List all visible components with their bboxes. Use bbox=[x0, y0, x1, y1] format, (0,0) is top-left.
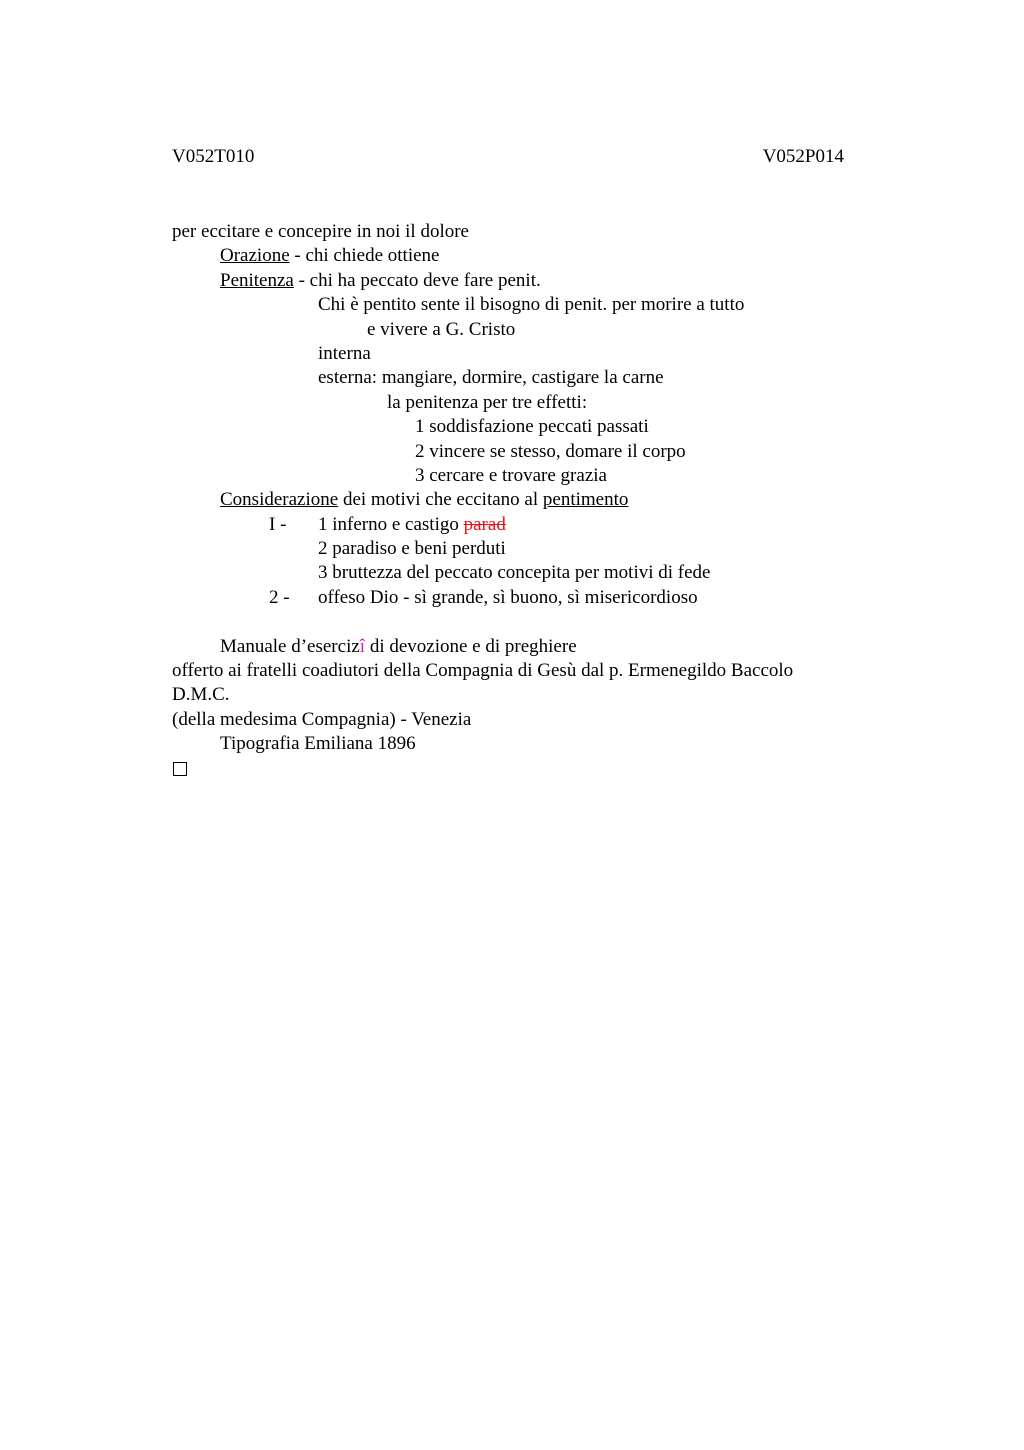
deleted-word: parad bbox=[463, 513, 506, 535]
end-marker-line bbox=[172, 757, 872, 781]
pentito-line-1: Chi è pentito sente il bisogno di penit. per morire a tutto bbox=[318, 294, 745, 316]
motivi-1-number: I - bbox=[269, 513, 287, 535]
effetto-item: 1 soddisfazione peccati passati bbox=[415, 416, 649, 438]
effetto-item: 3 cercare e trovare grazia bbox=[415, 464, 607, 486]
motivi-2-text: offeso Dio - sì grande, sì buono, sì misericordioso bbox=[318, 586, 698, 608]
source-line-5: Tipografia Emiliana 1896 bbox=[220, 733, 416, 755]
pentito-line-2: e vivere a G. Cristo bbox=[367, 318, 516, 340]
effetto-item: 2 vincere se stesso, domare il corpo bbox=[415, 440, 686, 462]
motivi-2-number: 2 - bbox=[269, 586, 290, 608]
motivi-1-line bbox=[172, 513, 872, 537]
source-title-mark: î bbox=[359, 635, 366, 657]
considerazione-line bbox=[172, 488, 872, 512]
header-right-code: V052P014 bbox=[762, 146, 844, 167]
spacer bbox=[172, 610, 872, 634]
considerazione-term: Considerazione bbox=[220, 489, 339, 511]
orazione-line bbox=[172, 244, 872, 268]
intro-line: per eccitare e concepire in noi il dolore bbox=[172, 221, 469, 242]
interna-line: interna bbox=[318, 342, 371, 364]
source-title-b: di devozione e di preghiere bbox=[365, 635, 577, 657]
orazione-rest: - chi chiede ottiene bbox=[289, 245, 440, 267]
penitenza-rest: - chi ha peccato deve fare penit. bbox=[293, 269, 541, 291]
motivi-1-item2: 2 paradiso e beni perduti bbox=[318, 538, 506, 560]
source-title-line bbox=[172, 635, 872, 659]
penitenza-line bbox=[172, 269, 872, 293]
orazione-term: Orazione bbox=[220, 245, 290, 267]
source-title-a: Manuale d’eserciz bbox=[220, 635, 360, 657]
penitenza-term: Penitenza bbox=[220, 269, 294, 291]
source-line-2: offerto ai fratelli coadiutori della Compagnia di Gesù dal p. Ermenegildo Baccolo bbox=[172, 660, 794, 682]
motivi-1-item3: 3 bruttezza del peccato concepita per motivi di fede bbox=[318, 562, 711, 584]
source-line-3: D.M.C. bbox=[172, 684, 230, 706]
motivi-2-line bbox=[172, 586, 872, 610]
motivi-1-item1: 1 inferno e castigo bbox=[318, 513, 464, 535]
end-box-icon bbox=[173, 762, 187, 776]
header-left-code: V052T010 bbox=[172, 146, 255, 167]
document-body bbox=[172, 220, 872, 781]
effetti-intro-line: la penitenza per tre effetti: bbox=[387, 391, 588, 413]
esterna-line: esterna: mangiare, dormire, castigare la carne bbox=[318, 367, 664, 389]
considerazione-middle: dei motivi che eccitano al bbox=[338, 489, 543, 511]
source-line-4: (della medesima Compagnia) - Venezia bbox=[172, 708, 472, 730]
pentimento-term: pentimento bbox=[542, 489, 629, 511]
